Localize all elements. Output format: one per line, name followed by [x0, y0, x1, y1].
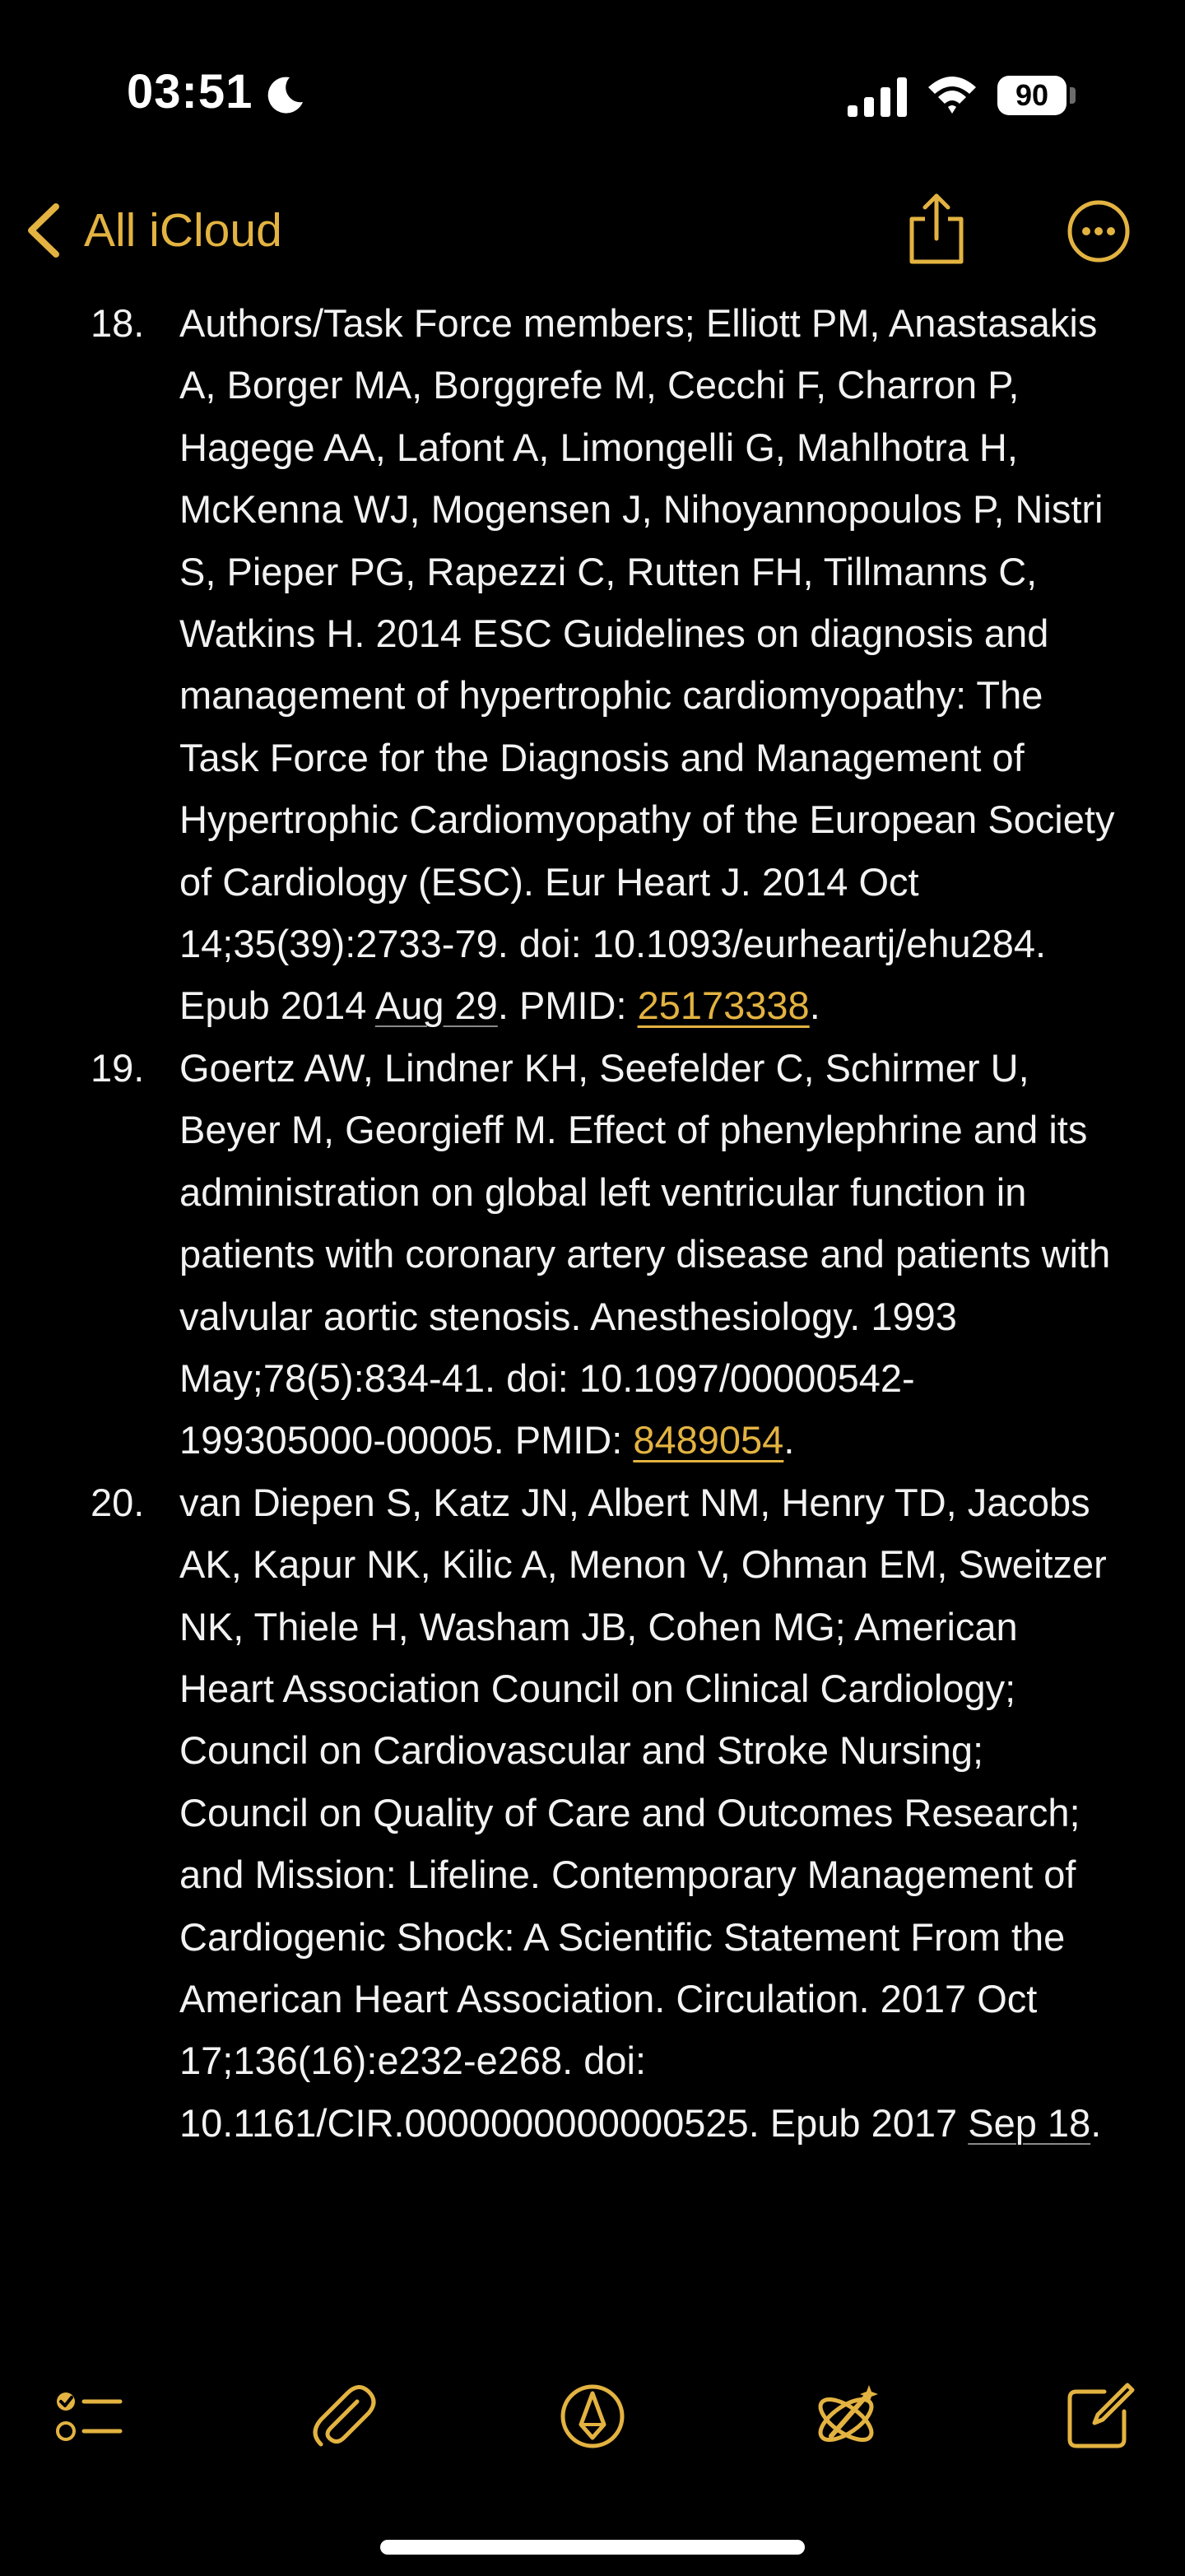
checklist-button[interactable]	[48, 2377, 127, 2456]
writing-tools-icon	[806, 2377, 885, 2456]
reference-list	[0, 292, 1185, 2154]
reference-trailing: .	[809, 983, 820, 1028]
compose-icon	[1060, 2377, 1139, 2456]
battery-indicator: 90	[997, 76, 1066, 115]
cellular-signal-icon	[848, 77, 907, 117]
status-bar	[0, 0, 1185, 165]
share-icon	[905, 191, 968, 267]
pmid-link[interactable]: 25173338	[637, 983, 810, 1028]
more-options-button[interactable]	[1066, 199, 1131, 263]
battery-cap	[1070, 87, 1076, 104]
wifi-icon	[925, 72, 979, 117]
pmid-label: . PMID:	[497, 983, 638, 1028]
reference-number: 19.	[91, 1045, 145, 1090]
moon-icon	[265, 74, 306, 115]
reference-item-19	[0, 1037, 1185, 1472]
reference-trailing: .	[783, 1418, 795, 1462]
markup-button[interactable]	[553, 2377, 632, 2456]
reference-item-20	[0, 1472, 1185, 2154]
writing-tools-button[interactable]	[806, 2377, 885, 2456]
reference-number: 20.	[91, 1480, 145, 1524]
checklist-icon	[48, 2377, 127, 2456]
date-link[interactable]: Sep 18	[968, 2100, 1091, 2145]
more-ellipsis-icon	[1066, 199, 1131, 263]
back-button[interactable]	[23, 196, 282, 265]
attachment-icon	[303, 2377, 382, 2456]
reference-item-18	[0, 292, 1185, 1037]
share-button[interactable]	[905, 191, 968, 267]
reference-text: van Diepen S, Katz JN, Albert NM, Henry TD, Jacobs AK, Kapur NK, Kilic A, Menon V, Ohman EM, Sweitzer NK, Thiele H, Washam JB, Cohen MG; American Heart Association Council on Clinical Cardiology; Council on Cardiovascular and Stroke Nursing; Council on Quality of Care and Outcomes Research; and Mission: Lifeline. Contemporary Management of Cardiogenic Shock: A Scientific Statement From the American Heart Association. Circulation. 2017 Oct 17;136(16):e232-e268. doi: 10.1161/CIR.0000000000000525. Epub 2017	[179, 1480, 1107, 2145]
attachment-button[interactable]	[303, 2377, 382, 2456]
status-time: 03:51	[127, 65, 253, 119]
note-body[interactable]	[0, 292, 1185, 2341]
reference-number: 18.	[91, 301, 145, 345]
compose-button[interactable]	[1060, 2377, 1139, 2456]
bottom-toolbar	[0, 2370, 1185, 2461]
home-indicator[interactable]	[380, 2540, 805, 2555]
date-link[interactable]: Aug 29	[374, 983, 498, 1028]
reference-trailing: .	[1090, 2100, 1102, 2145]
pmid-link[interactable]: 8489054	[633, 1418, 784, 1462]
chevron-left-icon	[23, 202, 66, 259]
reference-text: Goertz AW, Lindner KH, Seefelder C, Schirmer U, Beyer M, Georgieff M. Effect of phenylephrine and its administration on global left ventricular function in patients with coronary artery disease and patients with valvular aortic stenosis. Anesthesiology. 1993 May;78(5):834-41. doi: 10.1097/00000542-199305000-00005. PMID:	[179, 1045, 1111, 1462]
markup-icon	[553, 2377, 632, 2456]
back-label: All iCloud	[84, 204, 282, 257]
reference-text: Authors/Task Force members; Elliott PM, Anastasakis A, Borger MA, Borggrefe M, Cecchi F, Charron P, Hagege AA, Lafont A, Limongelli G, Mahlhotra H, McKenna WJ, Mogensen J, Nihoyannopoulos P, Nistri S, Pieper PG, Rapezzi C, Rutten FH, Tillmanns C, Watkins H. 2014 ESC Guidelines on diagnosis and management of hypertrophic cardiomyopathy: The Task Force for the Diagnosis and Management of Hypertrophic Cardiomyopathy of the European Society of Cardiology (ESC). Eur Heart J. 2014 Oct 14;35(39):2733-79. doi: 10.1093/eurheartj/ehu284. Epub 2014	[179, 301, 1115, 1028]
nav-bar	[0, 181, 1185, 280]
